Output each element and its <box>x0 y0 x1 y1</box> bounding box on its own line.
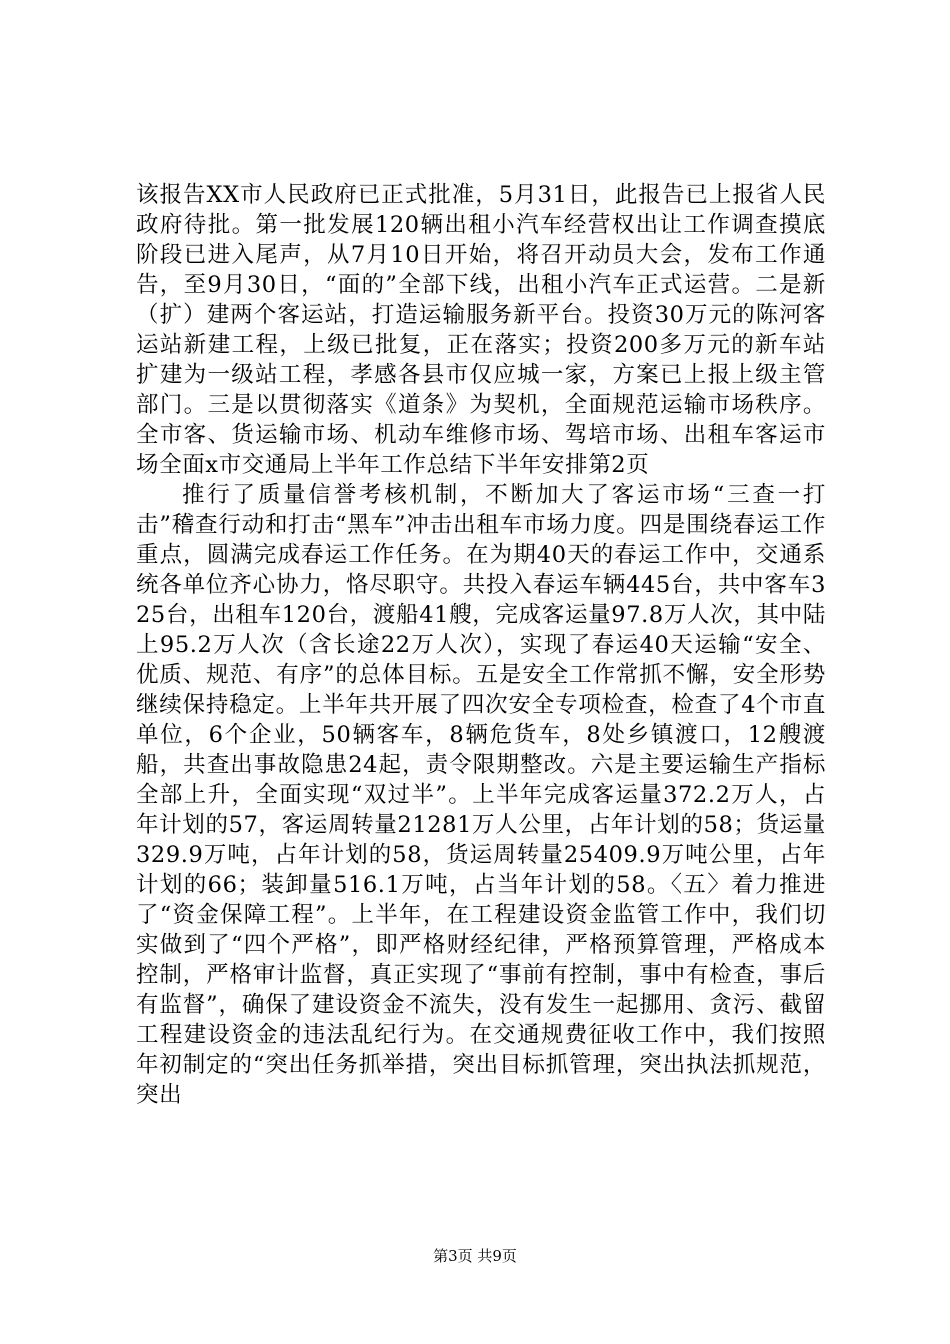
paragraph-2: 推行了质量信誉考核机制，不断加大了客运市场“三查一打击”稽查行动和打击“黑车”冲击出租车市场力度。四是围绕春运工作重点，圆满完成春运工作任务。在为期40天的春运工作中，交通系统各单位齐心协力，恪尽职守。共投入春运车辆445台，共中客车325台，出租车120台，渡船41艘，完成客运量97.8万人次，其中陆上95.2万人次（含长途22万人次），实现了春运40天运输“安全、优质、规范、有序”的总体目标。五是安全工作常抓不懈，安全形势继续保持稳定。上半年共开展了四次安全专项检查，检查了4个市直单位，6个企业，50辆客车，8辆危货车，8处乡镇渡口，12艘渡船，共查出事故隐患24起，责令限期整改。六是主要运输生产指标全部上升，全面实现“双过半”。上半年完成客运量372.2万人，占年计划的57，客运周转量21281万人公里，占年计划的58；货运量329.9万吨，占年计划的58，货运周转量25409.9万吨公里，占年计划的66；装卸量516.1万吨，占当年计划的58。〈五〉着力推进了“资金保障工程”。上半年，在工程建设资金监管工作中，我们切实做到了“四个严格”，即严格财经纪律，严格预算管理，严格成本控制，严格审计监督，真正实现了“事前有控制，事中有检查，事后有监督”，确保了建设资金不流失，没有发生一起挪用、贪污、截留工程建设资金的违法乱纪行为。在交通规费征收工作中，我们按照年初制定的“突出任务抓举措，突出目标抓管理，突出执法抓规范，突出 <box>136 482 826 1108</box>
document-body <box>136 180 826 1110</box>
paragraph-1: 该报告XX市人民政府已正式批准，5月31日，此报告已上报省人民政府待批。第一批发展120辆出租小汽车经营权出让工作调查摸底阶段已进入尾声，从7月10日开始，将召开动员大会，发布工作通告，至9月30日，“面的”全部下线，出租小汽车正式运营。二是新（扩）建两个客运站，打造运输服务新平台。投资30万元的陈河客运站新建工程，上级已批复，正在落实；投资200多万元的新车站扩建为一级站工程，孝感各县市仅应城一家，方案已上报上级主管部门。三是以贯彻落实《道条》为契机，全面规范运输市场秩序。全市客、货运输市场、机动车维修市场、驾培市场、出租车客运市场全面x市交通局上半年工作总结下半年安排第2页 <box>136 182 826 478</box>
page-number-footer: 第3页 共9页 <box>433 1247 517 1265</box>
